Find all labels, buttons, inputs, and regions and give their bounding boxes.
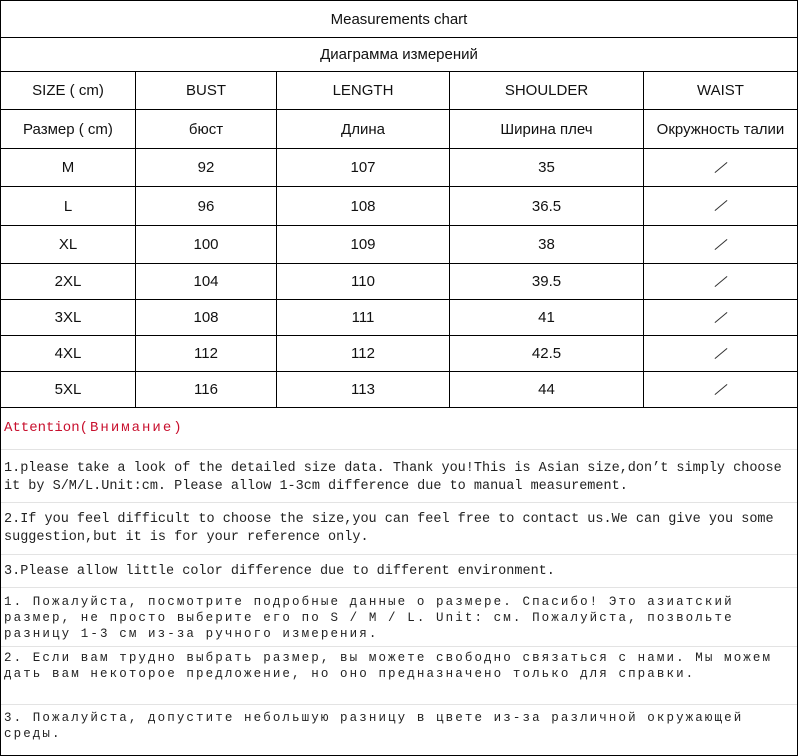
divider [1, 587, 797, 588]
length-cell: 107 [277, 149, 450, 186]
bust-cell: 108 [136, 300, 277, 335]
title-row-en [1, 1, 797, 38]
length-cell: 111 [277, 300, 450, 335]
header-bust: BUST [136, 72, 277, 109]
note-en-1: 1.please take a look of the detailed size data. Thank you!This is Asian size,don’t simply choose it by S/M/L.Unit:cm. Please allow 1-3cm difference due to manual measurement. [4, 461, 782, 494]
note-ru-3: 3. Пожалуйста, допустите небольшую разницу в цвете из-за различной окружающей среды. [4, 711, 744, 741]
header-row-en [1, 72, 797, 110]
length-cell: 113 [277, 372, 450, 407]
header-length-ru: Длина [277, 110, 450, 148]
note-en-2: 2.If you feel difficult to choose the size,you can feel free to contact us.We can give you some suggestion,but it is for your reference only. [4, 512, 774, 545]
chart-title-en: Measurements chart [330, 10, 468, 28]
divider [1, 502, 797, 503]
slash-icon [714, 275, 728, 289]
waist-cell [644, 149, 797, 186]
header-bust-ru: бюст [136, 110, 277, 148]
waist-cell [644, 372, 797, 407]
length-cell: 108 [277, 187, 450, 225]
bust-cell: 104 [136, 264, 277, 299]
size-cell: 5XL [1, 372, 136, 407]
length-cell: 110 [277, 264, 450, 299]
bust-cell: 96 [136, 187, 277, 225]
header-row-ru [1, 110, 797, 149]
header-shoulder-ru: Ширина плеч [450, 110, 644, 148]
shoulder-cell: 36.5 [450, 187, 644, 225]
attention-heading [4, 420, 184, 436]
chart-title-ru: Диаграмма измерений [320, 46, 478, 63]
size-cell: M [1, 149, 136, 186]
waist-cell [644, 300, 797, 335]
divider [1, 646, 797, 647]
header-waist-ru: Окружность талии [656, 120, 785, 138]
table-row [1, 300, 797, 336]
shoulder-cell: 44 [450, 372, 644, 407]
attention-label-en: Attention [4, 420, 80, 436]
bust-cell: 116 [136, 372, 277, 407]
size-cell: 2XL [1, 264, 136, 299]
bust-cell: 100 [136, 226, 277, 263]
length-cell: 112 [277, 336, 450, 371]
table-row [1, 372, 797, 408]
table-row [1, 149, 797, 187]
header-size: SIZE ( cm) [1, 72, 136, 109]
attention-label-ru: (Внимание) [79, 420, 184, 436]
slash-icon [714, 238, 728, 252]
table-row [1, 336, 797, 372]
header-size-ru: Размер ( cm) [1, 110, 136, 148]
note-ru-2: 2. Если вам трудно выбрать размер, вы можете свободно связаться с нами. Мы можем дать вам некоторое предложение, но оно предназначено только для справки. [4, 651, 773, 681]
waist-cell [644, 187, 797, 225]
table-row [1, 226, 797, 264]
waist-cell [644, 336, 797, 371]
bust-cell: 112 [136, 336, 277, 371]
bust-cell: 92 [136, 149, 277, 186]
divider [1, 449, 797, 450]
note-en-3: 3.Please allow little color difference due to different environment. [4, 564, 555, 579]
slash-icon [714, 311, 728, 325]
header-shoulder: SHOULDER [450, 72, 644, 109]
waist-cell [644, 226, 797, 263]
size-cell: XL [1, 226, 136, 263]
table-row [1, 187, 797, 226]
slash-icon [714, 347, 728, 361]
size-cell: L [1, 187, 136, 225]
header-length: LENGTH [277, 72, 450, 109]
shoulder-cell: 39.5 [450, 264, 644, 299]
length-cell: 109 [277, 226, 450, 263]
table-row [1, 264, 797, 300]
divider [1, 704, 797, 705]
slash-icon [714, 161, 728, 175]
size-cell: 3XL [1, 300, 136, 335]
shoulder-cell: 41 [450, 300, 644, 335]
note-ru-1: 1. Пожалуйста, посмотрите подробные данные о размере. Спасибо! Это азиатский размер, не просто выберите его по S / M / L. Unit: см. Пожалуйста, позвольте разницу 1-3 см из-за ручного измерения. [4, 595, 734, 641]
shoulder-cell: 35 [450, 149, 644, 186]
slash-icon [714, 199, 728, 213]
shoulder-cell: 42.5 [450, 336, 644, 371]
title-row-ru [1, 38, 797, 72]
shoulder-cell: 38 [450, 226, 644, 263]
header-waist: WAIST [697, 82, 744, 99]
size-cell: 4XL [1, 336, 136, 371]
slash-icon [714, 383, 728, 397]
waist-cell [644, 264, 797, 299]
divider [1, 554, 797, 555]
